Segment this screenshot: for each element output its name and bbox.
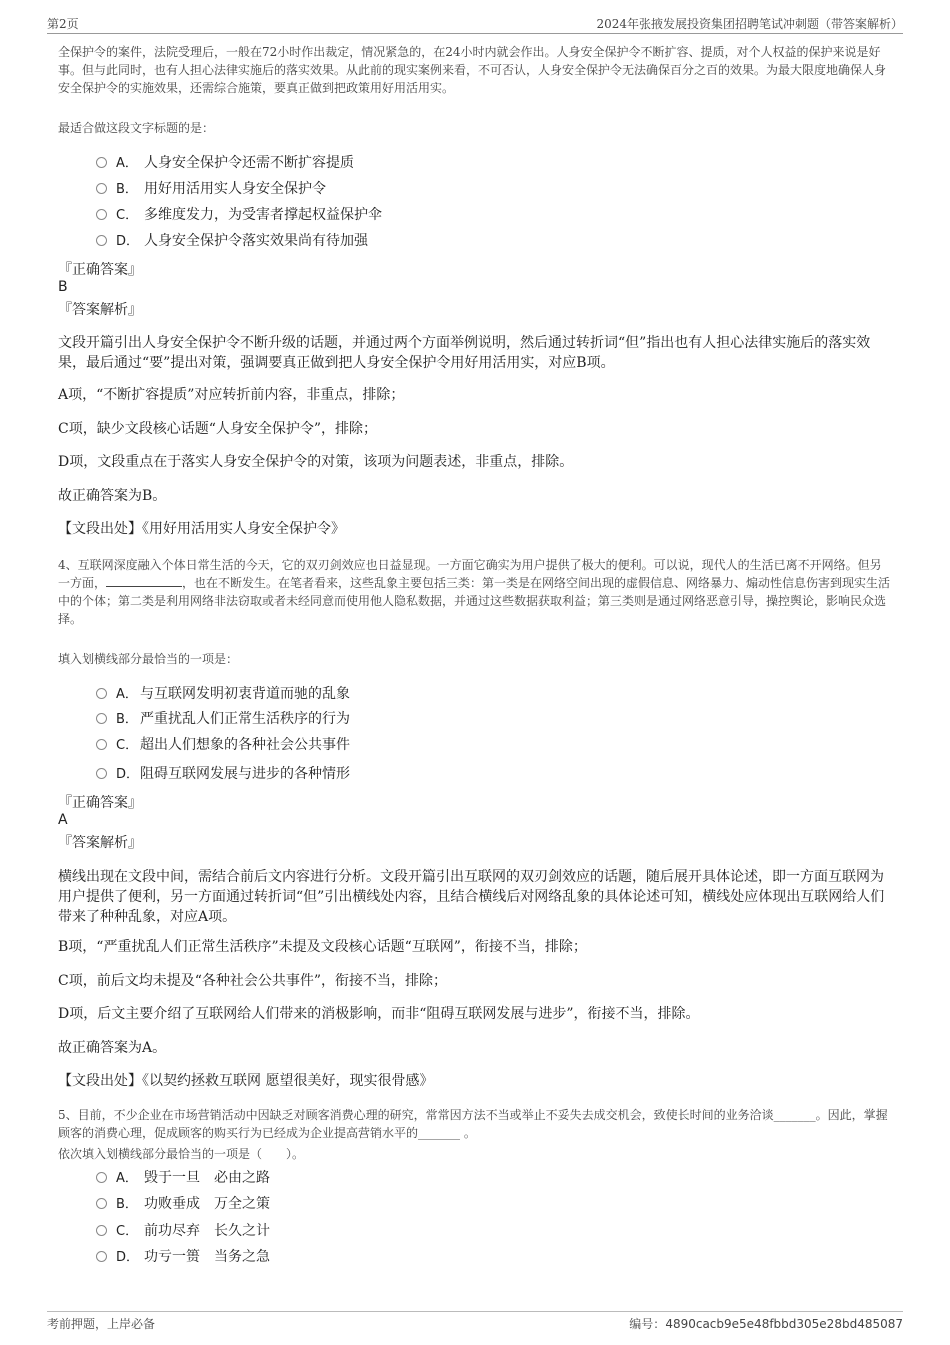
q5-blank-2: _______ [418, 1126, 461, 1140]
radio-icon[interactable] [96, 1172, 107, 1183]
radio-icon[interactable] [96, 157, 107, 168]
q4-answer-label: 『正确答案』 [58, 795, 142, 811]
page-footer [47, 1311, 903, 1334]
q3-option-c[interactable]: C． 多维度发力，为受害者撑起权益保护伞 [96, 205, 382, 225]
q4-answer: A [58, 812, 68, 828]
q4-blank [106, 574, 182, 587]
q4-option-b[interactable]: B． 严重扰乱人们正常生活秩序的行为 [96, 709, 350, 729]
q5-option-b[interactable]: B． 功败垂成 万全之策 [96, 1194, 270, 1214]
q4-option-c[interactable]: C． 超出人们想象的各种社会公共事件 [96, 735, 350, 755]
radio-icon[interactable] [96, 1198, 107, 1209]
q3-note-d: D项，文段重点在于落实人身安全保护令的对策，该项为问题表述，非重点，排除。 [58, 454, 574, 470]
radio-icon[interactable] [96, 739, 107, 750]
document-code: 编号：4890cacb9e5e48fbbd305e28bd485087 [629, 1317, 903, 1331]
q3-answer: B [58, 279, 68, 295]
radio-icon[interactable] [96, 713, 107, 724]
q5-option-a[interactable]: A． 毁于一旦 必由之路 [96, 1168, 270, 1188]
radio-icon[interactable] [96, 688, 107, 699]
radio-icon[interactable] [96, 768, 107, 779]
page-header [47, 13, 903, 34]
radio-icon[interactable] [96, 209, 107, 220]
document-title: 2024年张掖发展投资集团招聘笔试冲刺题（带答案解析） [596, 17, 903, 31]
q3-source: 【文段出处】《用好用活用实人身安全保护令》 [58, 521, 345, 537]
q4-source: 【文段出处】《以契约拯救互联网 愿望很美好，现实很骨感》 [58, 1073, 434, 1089]
q3-prompt: 最适合做这段文字标题的是： [58, 121, 215, 135]
q3-answer-label: 『正确答案』 [58, 262, 142, 278]
q4-option-a[interactable]: A． 与互联网发明初衷背道而驰的乱象 [96, 684, 350, 704]
q4-conclusion: 故正确答案为A。 [58, 1040, 167, 1056]
footer-slogan: 考前押题，上岸必备 [47, 1317, 156, 1331]
radio-icon[interactable] [96, 183, 107, 194]
q4-note-c: C项，前后文均未提及“各种社会公共事件”，衔接不当，排除； [58, 973, 448, 989]
q3-passage: 全保护令的案件，法院受理后，一般在72小时作出裁定，情况紧急的，在24小时内就会作出。人身安全保护令不断扩容、提质，对个人权益的保护来说是好事。但与此同时，也有人担心法律实施后的落实效果。从此前的现实案例来看，不可否认，人身安全保护令无法确保百分之百的效果。为最大限度地确保人身安全保护令的实施效果，还需综合施策，要真正做到把政策用好用活用实。 [58, 45, 887, 95]
q5-option-d[interactable]: D． 功亏一篑 当务之急 [96, 1247, 270, 1267]
q4-note-b: B项，“严重扰乱人们正常生活秩序”未提及文段核心话题“互联网”，衔接不当，排除； [58, 939, 587, 955]
q4-option-d[interactable]: D．阻碍互联网发展与进步的各种情形 [96, 764, 350, 784]
radio-icon[interactable] [96, 1251, 107, 1262]
radio-icon[interactable] [96, 1225, 107, 1236]
q3-analysis-label: 『答案解析』 [58, 302, 142, 318]
q4-analysis: 横线出现在文段中间，需结合前后文内容进行分析。文段开篇引出互联网的双刃剑效应的话题，随后展开具体论述，即一方面互联网为用户提供了便利，另一方面通过转折词“但”引出横线处内容，且结合横线后对网络乱象的具体论述可知，横线处应体现出互联网给人们带来了种种乱象，对应A项。 [58, 869, 885, 925]
q3-option-a[interactable]: A． 人身安全保护令还需不断扩容提质 [96, 153, 354, 173]
q5-blank-1: _______ [773, 1108, 816, 1122]
q4-analysis-label: 『答案解析』 [58, 835, 142, 851]
radio-icon[interactable] [96, 235, 107, 246]
q3-option-d[interactable]: D． 人身安全保护令落实效果尚有待加强 [96, 231, 368, 251]
q4-note-d: D项，后文主要介绍了互联网给人们带来的消极影响，而非“阻碍互联网发展与进步”，衔接不当，排除。 [58, 1006, 700, 1022]
q5-prompt: 依次填入划横线部分最恰当的一项是（ ）。 [58, 1147, 305, 1161]
q4-prompt: 填入划横线部分最恰当的一项是： [58, 652, 239, 666]
q5-passage: 5、目前，不少企业在市场营销活动中因缺乏对顾客消费心理的研究，常常因方法不当或举止不妥失去成交机会，致使长时间的业务洽谈_______。因此，掌握顾客的消费心理，促成顾客的购买行为已经成为企业提高营销水平的_______ 。 [58, 1108, 888, 1140]
q3-analysis: 文段开篇引出人身安全保护令不断升级的话题，并通过两个方面举例说明，然后通过转折词“但”指出也有人担心法律实施后的落实效果，最后通过“要”提出对策，强调要真正做到把人身安全保护令用好用活用实，对应B项。 [58, 335, 871, 371]
page-number: 第2页 [47, 17, 79, 31]
q3-note-a: A项，“不断扩容提质”对应转折前内容，非重点，排除； [58, 387, 405, 403]
q4-passage: 4、互联网深度融入个体日常生活的今天，它的双刃剑效应也日益显现。一方面它确实为用户提供了极大的便利。可以说，现代人的生活已离不开网络。但另一方面， ，也在不断发生。在笔者看来，这些乱象主要包括三类：第一类是在网络空间出现的虚假信息、网络暴力、煽动性信息伤害到现实生活中的个体；第二类是利用网络非法窃取或者未经同意而使用他人隐私数据，并通过这些数据获取利益；第三类则是通过网络恶意引导，操控舆论，影响民众选择。 [58, 558, 891, 626]
q3-note-c: C项，缺少文段核心话题“人身安全保护令”，排除； [58, 421, 378, 437]
q5-option-c[interactable]: C． 前功尽弃 长久之计 [96, 1221, 270, 1241]
q3-option-b[interactable]: B． 用好用活用实人身安全保护令 [96, 179, 326, 199]
q3-conclusion: 故正确答案为B。 [58, 488, 167, 504]
